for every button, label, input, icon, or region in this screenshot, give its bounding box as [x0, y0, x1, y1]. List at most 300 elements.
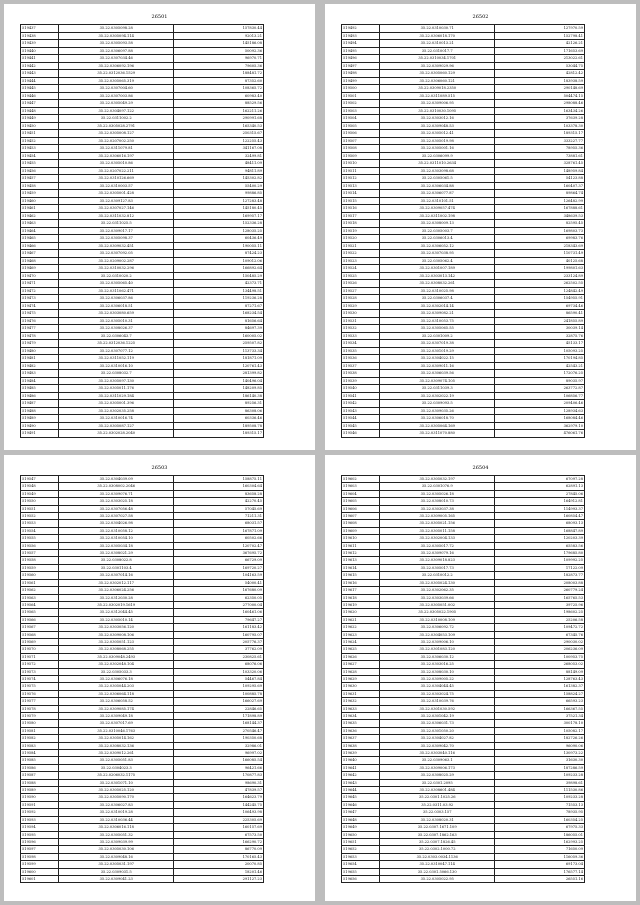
row-id-cell: 519516	[342, 205, 380, 213]
row-id-cell: 519507	[342, 137, 380, 145]
amount-cell: 148209.85	[174, 385, 264, 393]
row-id-cell: 519532	[342, 325, 380, 333]
row-id-cell: 519623	[342, 631, 380, 638]
row-id-cell: 519565	[21, 609, 59, 616]
amount-cell: 154955.91	[495, 295, 585, 303]
parcel-code-cell: 35.22.0309039.99	[59, 838, 174, 845]
amount-cell: 277000.04	[174, 601, 264, 608]
row-id-cell: 519613	[342, 557, 380, 564]
table-row	[342, 572, 585, 579]
row-id-cell: 519584	[21, 750, 59, 757]
parcel-code-cell: 35.22.0207002.250	[59, 137, 174, 145]
amount-cell: 116059.36	[495, 853, 585, 860]
table-row	[21, 557, 264, 564]
row-id-cell: 519643	[342, 779, 380, 786]
parcel-code-cell: 35.22.0305051.83	[59, 757, 174, 764]
table-row	[21, 137, 264, 145]
row-id-cell: 519619	[342, 601, 380, 608]
amount-cell: 88529.56	[174, 100, 264, 108]
parcel-code-cell: 35.22.0305017.72	[380, 542, 495, 549]
parcel-code-cell: 35.22.0307.1826.45	[380, 838, 495, 845]
table-row	[21, 197, 264, 205]
table-row	[21, 430, 264, 438]
amount-cell: 140496.04	[174, 377, 264, 385]
parcel-code-cell: 35.22.0305003.7	[380, 227, 495, 235]
parcel-code-cell: 35.22.0305090.170	[59, 794, 174, 801]
amount-cell: 367695.72	[174, 550, 264, 557]
parcel-code-cell: 35.22.0306064.118	[59, 690, 174, 697]
amount-cell: 206236.09	[495, 646, 585, 653]
amount-cell: 86770.09	[174, 846, 264, 853]
row-id-cell: 519557	[21, 550, 59, 557]
table-row	[342, 205, 585, 213]
parcel-code-cell: 35.22.0303013.142	[380, 272, 495, 280]
parcel-code-cell: 35.22.0305028.2791	[59, 122, 174, 130]
amount-cell: 230825.61	[174, 653, 264, 660]
table-row	[21, 498, 264, 505]
table-row	[21, 175, 264, 183]
row-id-cell: 519524	[342, 265, 380, 273]
table-row	[342, 385, 585, 393]
parcel-code-cell: 35.22.0309127.83	[59, 197, 174, 205]
table-row	[342, 616, 585, 623]
amount-cell: 122255.43	[174, 137, 264, 145]
table-row	[342, 787, 585, 794]
table-row	[21, 407, 264, 415]
row-id-cell: 519481	[21, 355, 59, 363]
table-row	[342, 392, 585, 400]
row-id-cell: 519533	[342, 332, 380, 340]
table-row	[21, 875, 264, 882]
row-id-cell: 519581	[21, 727, 59, 734]
row-id-cell: 519489	[21, 415, 59, 423]
parcel-code-cell: 35.22.0301.1025.26	[380, 794, 495, 801]
table-row	[342, 705, 585, 712]
row-id-cell: 519528	[342, 295, 380, 303]
amount-cell: 504474.15	[495, 92, 585, 100]
table-row	[342, 816, 585, 823]
row-id-cell: 519468	[21, 257, 59, 265]
table-row	[342, 653, 585, 660]
table-row	[21, 713, 264, 720]
row-id-cell: 519645	[342, 794, 380, 801]
row-id-cell: 519617	[342, 587, 380, 594]
row-id-cell: 519571	[21, 653, 59, 660]
table-row	[21, 415, 264, 423]
amount-cell: 81656.64	[174, 317, 264, 325]
table-row	[21, 572, 264, 579]
parcel-code-cell: 35.22.0310013.21	[380, 40, 495, 48]
table-row	[21, 235, 264, 243]
amount-cell: 262502.55	[495, 280, 585, 288]
amount-cell: 171898.89	[174, 713, 264, 720]
parcel-code-cell: 35.22.0309093.5	[380, 400, 495, 408]
parcel-code-cell: 35.22.0301076.9	[380, 483, 495, 490]
table-row	[342, 594, 585, 601]
table-row	[342, 853, 585, 860]
table-row	[342, 713, 585, 720]
row-id-cell: 519510	[342, 160, 380, 168]
parcel-code-cell: 35.22.0302012.117	[59, 579, 174, 586]
table-row	[342, 287, 585, 295]
parcel-code-cell: 35.22.0309079.16	[380, 550, 495, 557]
amount-cell: 168144.37	[174, 720, 264, 727]
parcel-code-cell: 35.22.0309048.16	[59, 853, 174, 860]
amount-cell: 104163.59	[174, 572, 264, 579]
amount-cell: 120702.47	[174, 542, 264, 549]
row-id-cell: 519542	[342, 400, 380, 408]
parcel-code-cell: 35.22.0305051.002	[380, 601, 495, 608]
row-id-cell: 519614	[342, 564, 380, 571]
table-row	[21, 167, 264, 175]
amount-cell: 78935.95	[495, 809, 585, 816]
amount-cell: 114993.37	[495, 505, 585, 512]
table-row	[342, 377, 585, 385]
row-id-cell: 519480	[21, 347, 59, 355]
table-row	[21, 794, 264, 801]
table-row	[21, 631, 264, 638]
parcel-code-cell: 35.22.0305019.98	[380, 137, 495, 145]
amount-cell: 54000.41	[174, 579, 264, 586]
table-row	[21, 764, 264, 771]
document-page-4	[325, 455, 636, 901]
parcel-code-cell: 35.22.0303.0034.1136	[380, 853, 495, 860]
row-id-cell: 519625	[342, 646, 380, 653]
amount-cell: 67975.33	[495, 824, 585, 831]
row-id-cell: 519642	[342, 772, 380, 779]
parcel-code-cell: 35.22.0305001.396	[59, 400, 174, 408]
row-id-cell: 519582	[21, 735, 59, 742]
table-row	[21, 392, 264, 400]
amount-cell: 169720.27	[174, 564, 264, 571]
row-id-cell: 519586	[21, 764, 59, 771]
parcel-code-cell: 35.22.0308025.29	[380, 772, 495, 779]
amount-cell: 65583.56	[495, 542, 585, 549]
row-id-cell: 519638	[342, 742, 380, 749]
row-id-cell: 519465	[21, 235, 59, 243]
amount-cell: 160354.25	[495, 816, 585, 823]
parcel-code-cell: 35.22.0302048.104	[59, 661, 174, 668]
table-row	[342, 824, 585, 831]
row-id-cell: 519576	[21, 690, 59, 697]
amount-cell: 208003.88	[495, 579, 585, 586]
table-row	[21, 242, 264, 250]
amount-cell: 60336.46	[174, 415, 264, 423]
table-row	[342, 182, 585, 190]
amount-cell: 67345.76	[495, 631, 585, 638]
amount-cell: 128035.25	[174, 227, 264, 235]
row-id-cell: 519476	[21, 317, 59, 325]
table-row	[342, 750, 585, 757]
row-id-cell: 519637	[342, 735, 380, 742]
row-id-cell: 519455	[21, 160, 59, 168]
table-row	[21, 787, 264, 794]
table-row	[342, 683, 585, 690]
parcel-code-cell: 35.22.0306034.88	[380, 182, 495, 190]
row-id-cell: 519503	[342, 107, 380, 115]
row-id-cell: 519482	[21, 362, 59, 370]
amount-cell: 17122.09	[495, 564, 585, 571]
table-row	[21, 62, 264, 70]
amount-cell: 96997.02	[174, 750, 264, 757]
table-row	[342, 415, 585, 423]
table-row	[342, 875, 585, 882]
table-row	[21, 801, 264, 808]
row-id-cell: 519497	[342, 62, 380, 70]
parcel-code-cell: 35.22.0310020.2	[59, 272, 174, 280]
table-row	[21, 705, 264, 712]
table-row	[342, 212, 585, 220]
parcel-code-cell: 35.22.0307019.38	[380, 340, 495, 348]
amount-cell: 25206.58	[495, 616, 585, 623]
parcel-code-cell: 35.22.0306058.52	[59, 698, 174, 705]
row-id-cell: 519560	[21, 572, 59, 579]
parcel-code-cell: 35.22.0305011.176	[59, 385, 174, 393]
table-row	[21, 638, 264, 645]
table-row	[21, 422, 264, 430]
amount-cell: 20070.85	[174, 861, 264, 868]
amount-cell: 260779.24	[495, 587, 585, 594]
amount-cell: 213022.61	[495, 55, 585, 63]
table-row	[342, 579, 585, 586]
amount-cell: 89256.31	[174, 400, 264, 408]
parcel-code-cell: 35.22.0302019.1619	[59, 601, 174, 608]
parcel-code-cell: 35.22.0309008.106	[59, 631, 174, 638]
amount-cell: 168084.46	[495, 415, 585, 423]
table-row	[21, 257, 264, 265]
row-id-cell: 519618	[342, 594, 380, 601]
row-id-cell: 519525	[342, 272, 380, 280]
row-id-cell: 519620	[342, 609, 380, 616]
row-id-cell: 519477	[21, 325, 59, 333]
parcel-code-cell: 35.22.0302022.19	[380, 392, 495, 400]
amount-cell: 205776.37	[174, 638, 264, 645]
amount-cell: 127283.48	[174, 197, 264, 205]
table-row	[342, 557, 585, 564]
parcel-code-cell: 35.22.0309017.17	[59, 227, 174, 235]
amount-cell: 42373.71	[174, 280, 264, 288]
row-id-cell: 519609	[342, 527, 380, 534]
row-id-cell: 519644	[342, 787, 380, 794]
parcel-code-cell: 35.22.0306027.83	[59, 801, 174, 808]
parcel-code-cell: 35.22.0306018.170	[380, 32, 495, 40]
parcel-code-cell: 35.22.0305014.162	[59, 735, 174, 742]
parcel-code-cell: 35.22.0307003.86	[59, 92, 174, 100]
row-id-cell: 519488	[21, 407, 59, 415]
amount-cell: 268053.02	[495, 661, 585, 668]
table-row	[342, 100, 585, 108]
row-id-cell: 519520	[342, 235, 380, 243]
table-row	[21, 70, 264, 78]
row-id-cell: 519451	[21, 130, 59, 138]
amount-cell: 160157.69	[174, 824, 264, 831]
table-row	[21, 779, 264, 786]
row-id-cell: 519478	[21, 332, 59, 340]
table-row	[21, 160, 264, 168]
parcel-code-cell: 35.22.0312036.1529	[59, 70, 174, 78]
parcel-code-cell: 35.22.0209002.287	[59, 257, 174, 265]
parcel-code-cell: 35.22.0305065.55	[380, 325, 495, 333]
amount-cell: 109012.06	[174, 257, 264, 265]
amount-cell: 164623.79	[174, 794, 264, 801]
parcel-code-cell: 35.22.0304039.09	[59, 476, 174, 483]
row-id-cell: 519608	[342, 520, 380, 527]
row-id-cell: 519570	[21, 646, 59, 653]
parcel-code-cell: 35.22.0310032.296	[59, 265, 174, 273]
parcel-code-cell: 35.22.0305021.156	[380, 520, 495, 527]
table-row	[342, 325, 585, 333]
table-row	[342, 624, 585, 631]
table-row	[342, 152, 585, 160]
amount-cell: 54123.88	[495, 175, 585, 183]
row-id-cell: 519522	[342, 250, 380, 258]
table-row	[21, 490, 264, 497]
table-row	[21, 624, 264, 631]
amount-cell: 168234.54	[174, 310, 264, 318]
parcel-code-cell: 35.22.0305011.158	[380, 527, 495, 534]
parcel-code-cell: 35.22.0302.1000.72	[380, 846, 495, 853]
table-row	[342, 422, 585, 430]
amount-cell: 120203.39	[495, 535, 585, 542]
amount-cell: 157830.44	[174, 25, 264, 33]
table-row	[342, 735, 585, 742]
table-row	[21, 295, 264, 303]
parcel-code-cell: 35.22.0311089.515	[380, 92, 495, 100]
parcel-code-cell: 35.22.0306092.72	[380, 624, 495, 631]
amount-cell: 53044.75	[495, 62, 585, 70]
row-id-cell: 519633	[342, 705, 380, 712]
row-id-cell: 519517	[342, 212, 380, 220]
amount-cell: 37521.34	[495, 713, 585, 720]
table-row	[21, 77, 264, 85]
amount-cell: 26551.16	[495, 875, 585, 882]
row-id-cell: 519493	[342, 32, 380, 40]
row-id-cell: 519448	[21, 107, 59, 115]
amount-cell: 86308.06	[174, 407, 264, 415]
parcel-code-cell: 35.22.0311.03.92	[380, 801, 495, 808]
table-row	[21, 332, 264, 340]
amount-cell: 30039.14	[495, 325, 585, 333]
row-id-cell: 519583	[21, 742, 59, 749]
amount-cell: 290991.68	[174, 115, 264, 123]
row-id-cell: 519512	[342, 175, 380, 183]
row-id-cell: 519651	[342, 838, 380, 845]
row-id-cell: 519492	[342, 25, 380, 33]
amount-cell: 39898.61	[495, 779, 585, 786]
amount-cell: 103320.06	[174, 668, 264, 675]
parcel-code-cell: 35.22.0301083.120	[380, 646, 495, 653]
amount-cell: 170877.83	[174, 772, 264, 779]
table-row	[342, 535, 585, 542]
parcel-code-cell: 35.22.0306043.7	[59, 332, 174, 340]
table-row	[21, 287, 264, 295]
data-table	[341, 24, 585, 438]
parcel-code-cell: 35.22.0304053.109	[380, 631, 495, 638]
row-id-cell: 519589	[21, 787, 59, 794]
parcel-code-cell: 35.22.0306097.88	[59, 47, 174, 55]
parcel-code-cell: 35.22.0311079.81	[59, 145, 174, 153]
page-header: 26503	[151, 465, 168, 471]
parcel-code-cell: 35.22.0306031.73	[380, 720, 495, 727]
row-id-cell: 519606	[342, 505, 380, 512]
table-row	[21, 742, 264, 749]
amount-cell: 96090.06	[495, 742, 585, 749]
row-id-cell: 519572	[21, 661, 59, 668]
amount-cell: 150485.29	[174, 272, 264, 280]
row-id-cell: 519594	[21, 824, 59, 831]
amount-cell: 188481.72	[174, 70, 264, 78]
amount-cell: 32875.76	[495, 332, 585, 340]
row-id-cell: 519628	[342, 668, 380, 675]
amount-cell: 86590.41	[495, 310, 585, 318]
table-row	[342, 764, 585, 771]
row-id-cell: 519515	[342, 197, 380, 205]
row-id-cell: 519652	[342, 846, 380, 853]
table-row	[21, 205, 264, 213]
parcel-code-cell: 35.22.0309041.23	[59, 875, 174, 882]
row-id-cell: 519573	[21, 668, 59, 675]
amount-cell: 176577.14	[495, 868, 585, 875]
parcel-code-cell: 35.22.0305064.169	[380, 422, 495, 430]
row-id-cell: 519508	[342, 145, 380, 153]
amount-cell: 291127.23	[174, 875, 264, 882]
table-row	[342, 115, 585, 123]
row-id-cell: 519551	[21, 505, 59, 512]
row-id-cell: 519543	[342, 407, 380, 415]
amount-cell: 109992.25	[495, 557, 585, 564]
parcel-code-cell: 35.22.0310030.71	[380, 25, 495, 33]
amount-cell: 22846.65	[174, 705, 264, 712]
table-row	[21, 564, 264, 571]
parcel-code-cell: 35.22.0310019.28	[59, 809, 174, 816]
table-row	[21, 772, 264, 779]
parcel-code-cell: 35.22.0305022.1905	[380, 609, 495, 616]
parcel-code-cell: 35.22.0305022.95	[380, 875, 495, 882]
amount-cell: 87424.23	[174, 250, 264, 258]
row-id-cell: 519506	[342, 130, 380, 138]
amount-cell: 84697.39	[174, 325, 264, 333]
parcel-code-cell: 35.22.0305061.5	[380, 175, 495, 183]
table-row	[342, 587, 585, 594]
table-row	[342, 476, 585, 483]
amount-cell: 100885.78	[174, 690, 264, 697]
table-row	[21, 362, 264, 370]
table-row	[342, 302, 585, 310]
amount-cell: 39725.96	[495, 601, 585, 608]
parcel-code-cell: 35.22.0307004.60	[59, 85, 174, 93]
amount-cell: 166085.54	[174, 757, 264, 764]
row-id-cell: 519635	[342, 720, 380, 727]
amount-cell: 60502.66	[174, 535, 264, 542]
row-id-cell: 519574	[21, 675, 59, 682]
parcel-code-cell: 35.22.0306076.18	[59, 675, 174, 682]
amount-cell: 71553.13	[495, 801, 585, 808]
amount-cell: 109295.69	[174, 683, 264, 690]
row-id-cell: 519653	[342, 853, 380, 860]
parcel-code-cell: 35.22.0303080.659	[59, 310, 174, 318]
row-id-cell: 519558	[21, 557, 59, 564]
table-row	[342, 122, 585, 130]
table-row	[342, 542, 585, 549]
document-page-2	[325, 4, 636, 450]
row-id-cell: 519593	[21, 816, 59, 823]
parcel-code-cell: 35.22.0305032.197	[380, 476, 495, 483]
row-id-cell: 519509	[342, 152, 380, 160]
row-id-cell: 519588	[21, 779, 59, 786]
parcel-code-cell: 35.22.0306016.197	[59, 152, 174, 160]
amount-cell: 67097.28	[495, 476, 585, 483]
row-id-cell: 519486	[21, 392, 59, 400]
